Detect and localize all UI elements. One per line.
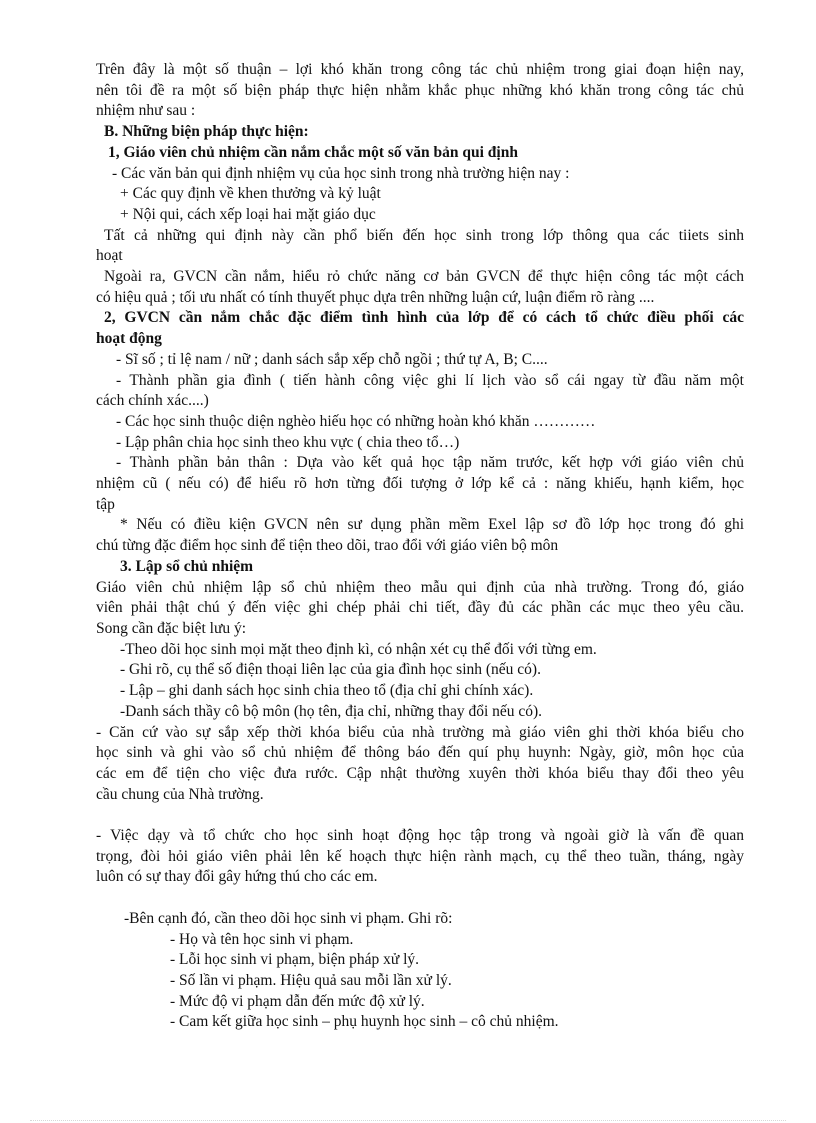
paragraph-line: có hiệu quả ; tối ưu nhất có tính thuyết phục dựa trên những luận cứ, luận điểm rõ ràng .... xyxy=(96,288,655,306)
list-item: - Cam kết giữa học sinh – phụ huynh học sinh – cô chủ nhiệm. xyxy=(170,1013,559,1031)
list-item-cont: nhiệm cũ ( nếu có) để hiểu rõ hơn từng đối tượng ở lớp kể cả : năng khiếu, hạnh kiểm, học xyxy=(96,475,744,493)
paragraph-line: - Căn cứ vào sự sắp xếp thời khóa biểu của nhà trường mà giáo viên ghi thời khóa biểu cho xyxy=(96,723,744,741)
blank-line xyxy=(96,805,744,826)
intro-line-3: nhiệm như sau : xyxy=(96,102,196,120)
list-item: - Các học sinh thuộc diện nghèo hiếu học có những hoàn khó khăn ………… xyxy=(116,412,596,430)
note-line-cont: chú từng đặc điểm học sinh để tiện theo dõi, trao đổi với giáo viên bộ môn xyxy=(96,537,559,555)
paragraph-line: học sinh và ghi vào sổ chủ nhiệm để thông báo đến quí phụ huynh: Ngày, giờ, môn học của xyxy=(96,744,744,762)
list-item: - Lỗi học sinh vi phạm, biện pháp xử lý. xyxy=(170,951,420,969)
list-item: - Số lần vi phạm. Hiệu quả sau mỗi lần xử lý. xyxy=(170,971,452,989)
blank-line xyxy=(96,888,744,909)
paragraph-line: trọng, đòi hỏi giáo viên phải lên kế hoạch thực hiện rành mạch, cụ thể theo tuần, tháng, ngày xyxy=(96,847,744,865)
paragraph-line: Ngoài ra, GVCN cần nắm, hiểu rỏ chức năng cơ bản GVCN để thực hiện công tác một cách xyxy=(104,268,744,286)
paragraph-line: luôn có sự thay đổi gây hứng thú cho các em. xyxy=(96,868,378,886)
paragraph-line: cầu chung của Nhà trường. xyxy=(96,785,264,803)
intro-line-1: Trên đây là một số thuận – lợi khó khăn trong công tác chủ nhiệm trong giai đoạn hiện nay, xyxy=(96,61,744,78)
section-b-heading: B. Những biện pháp thực hiện: xyxy=(104,123,309,141)
paragraph-line: Song cần đặc biệt lưu ý: xyxy=(96,619,247,637)
list-item: + Các quy định về khen thưởng và kỷ luật xyxy=(120,185,381,203)
list-item: - Sĩ số ; tỉ lệ nam / nữ ; danh sách sắp xếp chỗ ngồi ; thứ tự A, B; C.... xyxy=(116,350,548,368)
list-item: - Các văn bản qui định nhiệm vụ của học sinh trong nhà trường hiện nay : xyxy=(112,164,570,182)
paragraph-line: Tất cả những qui định này cần phổ biến đến học sinh trong lớp thông qua các tiiets sinh xyxy=(104,226,744,244)
paragraph-line: -Bên cạnh đó, cần theo dõi học sinh vi phạm. Ghi rõ: xyxy=(124,909,453,927)
intro-line-2: nên tôi đề ra một số biện pháp thực hiện nhằm khắc phục những khó khăn trong công tác chủ xyxy=(96,81,744,99)
list-item: - Thành phần bản thân : Dựa vào kết quả học tập năm trước, kết hợp với giáo viên chủ xyxy=(116,454,744,472)
paragraph-line: hoạt xyxy=(96,247,123,265)
list-item: - Thành phần gia đình ( tiến hành công việc ghi lí lịch vào sổ cái ngay từ đầu năm một xyxy=(116,371,744,389)
subsection-2-heading: 2, GVCN cần nắm chắc đặc điểm tình hình của lớp để có cách tổ chức điều phối các xyxy=(104,309,744,327)
subsection-2-heading-cont: hoạt động xyxy=(96,330,162,348)
list-item: - Họ và tên học sinh vi phạm. xyxy=(170,930,354,948)
list-item: - Lập phân chia học sinh theo khu vực ( chia theo tổ…) xyxy=(116,433,460,451)
list-item: - Mức độ vi phạm dẫn đến mức độ xử lý. xyxy=(170,992,425,1010)
paragraph-line: - Việc dạy và tổ chức cho học sinh hoạt động học tập trong và ngoài giờ là vấn đề quan xyxy=(96,827,744,844)
list-item-cont: tập xyxy=(96,495,115,513)
page-bottom-divider xyxy=(30,1120,786,1121)
paragraph-line: Giáo viên chủ nhiệm lập sổ chủ nhiệm theo mẫu qui định của nhà trường. Trong đó, giáo xyxy=(96,578,744,596)
list-item: -Danh sách thầy cô bộ môn (họ tên, địa chỉ, những thay đổi nếu có). xyxy=(120,702,543,720)
subsection-3-heading: 3. Lập sổ chủ nhiệm xyxy=(120,557,254,575)
list-item: - Ghi rõ, cụ thể số điện thoại liên lạc của gia đình học sinh (nếu có). xyxy=(120,661,541,679)
paragraph-line: viên phải thật chú ý đến việc ghi chép phải chi tiết, đầy đủ các phần các mục theo yêu cầu. xyxy=(96,599,744,617)
subsection-1-heading: 1, Giáo viên chủ nhiệm cần nắm chắc một số văn bản qui định xyxy=(108,143,518,161)
list-item: + Nội qui, cách xếp loại hai mặt giáo dục xyxy=(120,205,376,223)
list-item: - Lập – ghi danh sách học sinh chia theo tổ (địa chỉ ghi chính xác). xyxy=(120,682,534,700)
document-page xyxy=(96,60,744,1033)
paragraph-line: các em để tiện cho việc đưa rước. Cập nhật thường xuyên thời khóa biểu thay đổi theo yêu xyxy=(96,764,744,782)
list-item-cont: cách chính xác....) xyxy=(96,392,209,410)
list-item: -Theo dõi học sinh mọi mặt theo định kì, có nhận xét cụ thể đối với từng em. xyxy=(120,640,597,658)
note-line: * Nếu có điều kiện GVCN nên sư dụng phần mềm Exel lập sơ đồ lớp học trong đó ghi xyxy=(120,516,744,534)
